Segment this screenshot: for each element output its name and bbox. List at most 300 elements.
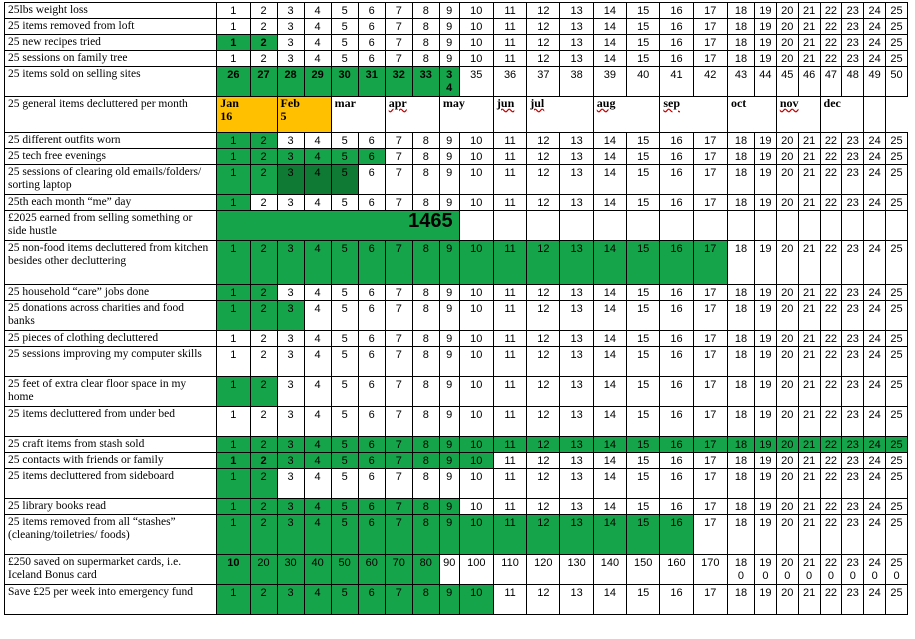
- tally-cell[interactable]: 23: [842, 35, 864, 51]
- tally-cell[interactable]: 15: [627, 133, 660, 149]
- tally-cell[interactable]: 19: [754, 149, 776, 165]
- tally-cell[interactable]: 18: [727, 331, 754, 347]
- tally-cell[interactable]: 11: [493, 3, 526, 19]
- tally-cell[interactable]: 5: [331, 241, 358, 285]
- tally-cell[interactable]: 25: [886, 347, 908, 377]
- tally-cell[interactable]: 24: [864, 453, 886, 469]
- tally-cell[interactable]: 10: [459, 407, 493, 437]
- tally-cell[interactable]: 15: [627, 347, 660, 377]
- tally-cell[interactable]: 10: [459, 469, 493, 499]
- tally-cell[interactable]: 15: [627, 51, 660, 67]
- tally-cell[interactable]: 1: [217, 377, 250, 407]
- tally-cell[interactable]: 8: [412, 585, 439, 615]
- tally-cell[interactable]: 10: [459, 285, 493, 301]
- tally-cell[interactable]: 10: [459, 165, 493, 195]
- tally-cell[interactable]: 4: [304, 195, 331, 211]
- tally-cell[interactable]: 13: [560, 585, 593, 615]
- tally-cell[interactable]: 21: [798, 377, 820, 407]
- tally-cell[interactable]: 17: [693, 331, 727, 347]
- tally-cell[interactable]: 14: [593, 499, 626, 515]
- tally-cell[interactable]: 41: [660, 67, 693, 97]
- tally-cell[interactable]: 25: [886, 19, 908, 35]
- tally-cell[interactable]: 22: [820, 301, 842, 331]
- tally-cell[interactable]: 27: [250, 67, 277, 97]
- tally-cell[interactable]: 6: [358, 51, 385, 67]
- tally-cell[interactable]: 5: [331, 347, 358, 377]
- tally-cell[interactable]: 4: [304, 469, 331, 499]
- tally-cell[interactable]: 44: [754, 67, 776, 97]
- tally-cell[interactable]: 23: [842, 499, 864, 515]
- tally-cell[interactable]: 3: [277, 347, 304, 377]
- tally-cell[interactable]: 25: [886, 301, 908, 331]
- tally-cell[interactable]: 20: [776, 453, 798, 469]
- tally-cell[interactable]: 16: [660, 165, 693, 195]
- tally-cell[interactable]: 24: [864, 515, 886, 555]
- tally-cell[interactable]: 9: [439, 19, 459, 35]
- tally-cell[interactable]: 13: [560, 437, 593, 453]
- tally-cell[interactable]: 19: [754, 499, 776, 515]
- tally-cell[interactable]: 13: [560, 499, 593, 515]
- tally-cell[interactable]: 20: [776, 377, 798, 407]
- tally-cell[interactable]: 120: [527, 555, 560, 585]
- tally-cell[interactable]: 24: [864, 241, 886, 285]
- tally-cell[interactable]: 2: [250, 301, 277, 331]
- tally-cell[interactable]: 11: [493, 407, 526, 437]
- tally-cell[interactable]: 15: [627, 3, 660, 19]
- tally-cell[interactable]: 24: [864, 195, 886, 211]
- tally-cell[interactable]: 3: [277, 149, 304, 165]
- tally-cell[interactable]: 13: [560, 51, 593, 67]
- tally-cell[interactable]: 110: [493, 555, 526, 585]
- tally-cell[interactable]: 13: [560, 195, 593, 211]
- tally-cell[interactable]: 18: [727, 3, 754, 19]
- tally-cell[interactable]: 17: [693, 407, 727, 437]
- tally-cell[interactable]: 19: [754, 301, 776, 331]
- tally-cell[interactable]: 8: [412, 331, 439, 347]
- tally-cell[interactable]: 3: [277, 515, 304, 555]
- tally-cell[interactable]: 16: [660, 19, 693, 35]
- tally-cell[interactable]: 9: [439, 331, 459, 347]
- tally-cell[interactable]: 3: [277, 301, 304, 331]
- tally-cell[interactable]: 20: [776, 133, 798, 149]
- tally-cell[interactable]: 9: [439, 133, 459, 149]
- tally-cell[interactable]: 9: [439, 407, 459, 437]
- tally-cell[interactable]: 9: [439, 301, 459, 331]
- tally-cell[interactable]: 11: [493, 165, 526, 195]
- tally-cell[interactable]: 90: [439, 555, 459, 585]
- tally-cell[interactable]: 5: [331, 469, 358, 499]
- tally-cell[interactable]: 23: [842, 241, 864, 285]
- tally-cell[interactable]: 22: [820, 195, 842, 211]
- tally-cell[interactable]: 11: [493, 149, 526, 165]
- tally-cell[interactable]: 1: [217, 149, 250, 165]
- tally-cell[interactable]: 1: [217, 331, 250, 347]
- tally-cell[interactable]: 11: [493, 19, 526, 35]
- tally-cell[interactable]: 6: [358, 285, 385, 301]
- tally-cell[interactable]: 17: [693, 133, 727, 149]
- tally-cell[interactable]: 9: [439, 515, 459, 555]
- tally-cell[interactable]: 3: [277, 453, 304, 469]
- tally-cell[interactable]: 35: [459, 67, 493, 97]
- tally-cell[interactable]: 14: [593, 453, 626, 469]
- tally-cell[interactable]: 12: [527, 347, 560, 377]
- tally-cell[interactable]: 6: [358, 377, 385, 407]
- tally-cell[interactable]: 5: [331, 195, 358, 211]
- tally-cell[interactable]: 12: [527, 51, 560, 67]
- tally-cell[interactable]: 16: [660, 499, 693, 515]
- tally-cell[interactable]: 10: [459, 437, 493, 453]
- tally-cell[interactable]: 10: [459, 453, 493, 469]
- tally-cell[interactable]: 14: [593, 469, 626, 499]
- tally-cell[interactable]: 16: [660, 301, 693, 331]
- tally-cell[interactable]: 7: [385, 149, 412, 165]
- tally-cell[interactable]: 24: [864, 133, 886, 149]
- tally-cell[interactable]: 50: [331, 555, 358, 585]
- tally-cell[interactable]: 11: [493, 453, 526, 469]
- tally-cell[interactable]: 12: [527, 453, 560, 469]
- tally-cell[interactable]: 24: [864, 499, 886, 515]
- tally-cell[interactable]: 2: [250, 241, 277, 285]
- tally-cell[interactable]: 18: [727, 469, 754, 499]
- tally-cell[interactable]: 20: [776, 585, 798, 615]
- tally-cell[interactable]: 7: [385, 437, 412, 453]
- tally-cell[interactable]: 40: [627, 67, 660, 97]
- tally-cell[interactable]: 20: [776, 241, 798, 285]
- tally-cell[interactable]: 40: [304, 555, 331, 585]
- tally-cell[interactable]: 25: [886, 149, 908, 165]
- tally-cell[interactable]: 12: [527, 515, 560, 555]
- tally-cell[interactable]: 20: [776, 347, 798, 377]
- tally-cell[interactable]: 19: [754, 469, 776, 499]
- tally-cell[interactable]: 14: [593, 377, 626, 407]
- tally-cell[interactable]: 10: [459, 149, 493, 165]
- tally-cell[interactable]: 8: [412, 285, 439, 301]
- tally-cell[interactable]: 13: [560, 347, 593, 377]
- tally-cell[interactable]: 4: [304, 301, 331, 331]
- tally-cell[interactable]: 10: [459, 35, 493, 51]
- tally-cell[interactable]: 19: [754, 515, 776, 555]
- tally-cell[interactable]: 10: [459, 347, 493, 377]
- tally-cell[interactable]: 12: [527, 285, 560, 301]
- tally-cell[interactable]: 6: [358, 407, 385, 437]
- tally-cell[interactable]: 24: [864, 407, 886, 437]
- tally-cell[interactable]: 23: [842, 149, 864, 165]
- tally-cell[interactable]: 5: [331, 285, 358, 301]
- tally-cell[interactable]: 17: [693, 453, 727, 469]
- tally-cell[interactable]: 10: [459, 51, 493, 67]
- tally-cell[interactable]: 2: [250, 515, 277, 555]
- tally-cell[interactable]: 7: [385, 35, 412, 51]
- tally-cell[interactable]: 21: [798, 149, 820, 165]
- tally-cell[interactable]: 16: [660, 469, 693, 499]
- tally-cell[interactable]: 15: [627, 285, 660, 301]
- tally-cell[interactable]: 8: [412, 51, 439, 67]
- tally-cell[interactable]: 20: [776, 195, 798, 211]
- tally-cell[interactable]: 1: [217, 19, 250, 35]
- tally-cell[interactable]: 22: [820, 285, 842, 301]
- tally-cell[interactable]: 13: [560, 3, 593, 19]
- tally-cell[interactable]: 22: [820, 515, 842, 555]
- tally-cell[interactable]: 4: [304, 285, 331, 301]
- tally-cell[interactable]: 7: [385, 3, 412, 19]
- tally-cell[interactable]: 16: [660, 241, 693, 285]
- tally-cell[interactable]: 3: [277, 469, 304, 499]
- tally-cell[interactable]: 20 0: [776, 555, 798, 585]
- tally-cell[interactable]: 13: [560, 377, 593, 407]
- tally-cell[interactable]: 1: [217, 347, 250, 377]
- tally-cell[interactable]: 2: [250, 499, 277, 515]
- tally-cell[interactable]: 25: [886, 453, 908, 469]
- tally-cell[interactable]: 23: [842, 3, 864, 19]
- tally-cell[interactable]: 20: [776, 331, 798, 347]
- tally-cell[interactable]: 36: [493, 67, 526, 97]
- tally-cell[interactable]: 14: [593, 133, 626, 149]
- tally-cell[interactable]: 20: [776, 515, 798, 555]
- tally-cell[interactable]: 24: [864, 3, 886, 19]
- tally-cell[interactable]: 10: [459, 241, 493, 285]
- tally-cell[interactable]: 3: [277, 241, 304, 285]
- tally-cell[interactable]: 23: [842, 377, 864, 407]
- tally-cell[interactable]: 3 4: [439, 67, 459, 97]
- tally-cell[interactable]: 17: [693, 19, 727, 35]
- tally-cell[interactable]: 20: [776, 149, 798, 165]
- tally-cell[interactable]: 22: [820, 499, 842, 515]
- tally-cell[interactable]: 19: [754, 285, 776, 301]
- tally-cell[interactable]: 6: [358, 499, 385, 515]
- tally-cell[interactable]: 18: [727, 195, 754, 211]
- tally-cell[interactable]: 19 0: [754, 555, 776, 585]
- tally-cell[interactable]: 13: [560, 515, 593, 555]
- tally-cell[interactable]: 22: [820, 437, 842, 453]
- tally-cell[interactable]: 130: [560, 555, 593, 585]
- tally-cell[interactable]: 22: [820, 453, 842, 469]
- tally-cell[interactable]: 4: [304, 19, 331, 35]
- tally-cell[interactable]: 9: [439, 437, 459, 453]
- tally-cell[interactable]: 4: [304, 3, 331, 19]
- tally-cell[interactable]: 2: [250, 469, 277, 499]
- tally-cell[interactable]: 9: [439, 285, 459, 301]
- tally-cell[interactable]: 19: [754, 437, 776, 453]
- tally-cell[interactable]: 2: [250, 377, 277, 407]
- tally-cell[interactable]: 23: [842, 437, 864, 453]
- tally-cell[interactable]: 12: [527, 35, 560, 51]
- tally-cell[interactable]: 19: [754, 51, 776, 67]
- tally-cell[interactable]: 6: [358, 3, 385, 19]
- tally-cell[interactable]: 19: [754, 331, 776, 347]
- tally-cell[interactable]: 17: [693, 3, 727, 19]
- tally-cell[interactable]: 13: [560, 35, 593, 51]
- tally-cell[interactable]: 23 0: [842, 555, 864, 585]
- tally-cell[interactable]: 21: [798, 499, 820, 515]
- tally-cell[interactable]: 17: [693, 195, 727, 211]
- tally-cell[interactable]: 48: [842, 67, 864, 97]
- tally-cell[interactable]: 45: [776, 67, 798, 97]
- tally-cell[interactable]: 100: [459, 555, 493, 585]
- tally-cell[interactable]: 17: [693, 165, 727, 195]
- tally-cell[interactable]: 12: [527, 301, 560, 331]
- tally-cell[interactable]: 16: [660, 347, 693, 377]
- tally-cell[interactable]: 7: [385, 515, 412, 555]
- tally-cell[interactable]: 13: [560, 19, 593, 35]
- tally-cell[interactable]: 14: [593, 165, 626, 195]
- tally-cell[interactable]: 14: [593, 35, 626, 51]
- tally-cell[interactable]: 3: [277, 437, 304, 453]
- tally-cell[interactable]: 12: [527, 469, 560, 499]
- tally-cell[interactable]: 18: [727, 347, 754, 377]
- tally-cell[interactable]: 25: [886, 377, 908, 407]
- tally-cell[interactable]: 23: [842, 51, 864, 67]
- tally-cell[interactable]: 4: [304, 165, 331, 195]
- tally-cell[interactable]: 20: [776, 301, 798, 331]
- tally-cell[interactable]: 13: [560, 453, 593, 469]
- tally-cell[interactable]: 23: [842, 195, 864, 211]
- tally-cell[interactable]: 15: [627, 469, 660, 499]
- tally-cell[interactable]: 3: [277, 331, 304, 347]
- tally-cell[interactable]: 1: [217, 515, 250, 555]
- tally-cell[interactable]: 21: [798, 165, 820, 195]
- tally-cell[interactable]: 2: [250, 3, 277, 19]
- tally-cell[interactable]: 20: [776, 499, 798, 515]
- tally-cell[interactable]: 1: [217, 407, 250, 437]
- tally-cell[interactable]: 4: [304, 241, 331, 285]
- tally-cell[interactable]: 15: [627, 515, 660, 555]
- tally-cell[interactable]: 4: [304, 331, 331, 347]
- tally-cell[interactable]: 21: [798, 585, 820, 615]
- tally-cell[interactable]: 23: [842, 469, 864, 499]
- tally-cell[interactable]: 13: [560, 285, 593, 301]
- tally-cell[interactable]: 8: [412, 19, 439, 35]
- tally-cell[interactable]: 25: [886, 35, 908, 51]
- tally-cell[interactable]: 1: [217, 3, 250, 19]
- tally-cell[interactable]: 24: [864, 165, 886, 195]
- tally-cell[interactable]: 15: [627, 19, 660, 35]
- tally-cell[interactable]: 6: [358, 515, 385, 555]
- tally-cell[interactable]: 9: [439, 585, 459, 615]
- tally-cell[interactable]: 1: [217, 51, 250, 67]
- tally-cell[interactable]: 19: [754, 35, 776, 51]
- tally-cell[interactable]: 7: [385, 377, 412, 407]
- tally-cell[interactable]: 15: [627, 35, 660, 51]
- tally-cell[interactable]: 18: [727, 499, 754, 515]
- tally-cell[interactable]: 9: [439, 149, 459, 165]
- tally-cell[interactable]: 10: [459, 195, 493, 211]
- tally-cell[interactable]: 10: [459, 301, 493, 331]
- tally-cell[interactable]: 2: [250, 407, 277, 437]
- tally-cell[interactable]: 15: [627, 195, 660, 211]
- tally-cell[interactable]: 21: [798, 301, 820, 331]
- tally-cell[interactable]: 13: [560, 165, 593, 195]
- tally-cell[interactable]: 21: [798, 469, 820, 499]
- tally-cell[interactable]: 11: [493, 377, 526, 407]
- tally-cell[interactable]: 1: [217, 35, 250, 51]
- tally-cell[interactable]: 14: [593, 407, 626, 437]
- tally-cell[interactable]: 14: [593, 285, 626, 301]
- tally-cell[interactable]: 24: [864, 469, 886, 499]
- tally-cell[interactable]: 5: [331, 165, 358, 195]
- tally-cell[interactable]: 25: [886, 437, 908, 453]
- tally-cell[interactable]: 22: [820, 241, 842, 285]
- tally-cell[interactable]: 8: [412, 469, 439, 499]
- tally-cell[interactable]: 5: [331, 453, 358, 469]
- tally-cell[interactable]: 12: [527, 149, 560, 165]
- tally-cell[interactable]: 15: [627, 149, 660, 165]
- tally-cell[interactable]: 18 0: [727, 555, 754, 585]
- tally-cell[interactable]: 7: [385, 51, 412, 67]
- tally-cell[interactable]: 70: [385, 555, 412, 585]
- tally-cell[interactable]: 5: [331, 301, 358, 331]
- tally-cell[interactable]: 22: [820, 133, 842, 149]
- tally-cell[interactable]: 7: [385, 241, 412, 285]
- tally-cell[interactable]: 23: [842, 331, 864, 347]
- tally-cell[interactable]: 4: [304, 499, 331, 515]
- tally-cell[interactable]: 12: [527, 195, 560, 211]
- tally-cell[interactable]: 14: [593, 515, 626, 555]
- tally-cell[interactable]: 2: [250, 437, 277, 453]
- tally-cell[interactable]: 16: [660, 437, 693, 453]
- tally-cell[interactable]: 1: [217, 165, 250, 195]
- tally-cell[interactable]: 22: [820, 35, 842, 51]
- tally-cell[interactable]: 1: [217, 585, 250, 615]
- tally-cell[interactable]: 20: [776, 469, 798, 499]
- tally-cell[interactable]: 1: [217, 469, 250, 499]
- tally-cell[interactable]: 16: [660, 3, 693, 19]
- tally-cell[interactable]: 23: [842, 453, 864, 469]
- tally-cell[interactable]: 13: [560, 133, 593, 149]
- tally-cell[interactable]: 5: [331, 51, 358, 67]
- tally-cell[interactable]: 4: [304, 437, 331, 453]
- tally-cell[interactable]: 14: [593, 301, 626, 331]
- tally-cell[interactable]: 12: [527, 241, 560, 285]
- tally-cell[interactable]: 22: [820, 331, 842, 347]
- tally-cell[interactable]: 25 0: [886, 555, 908, 585]
- tally-cell[interactable]: 8: [412, 515, 439, 555]
- tally-cell[interactable]: 3: [277, 19, 304, 35]
- tally-cell[interactable]: 15: [627, 331, 660, 347]
- tally-cell[interactable]: 8: [412, 377, 439, 407]
- tally-cell[interactable]: 3: [277, 499, 304, 515]
- tally-cell[interactable]: 8: [412, 165, 439, 195]
- tally-cell[interactable]: 17: [693, 347, 727, 377]
- tally-cell[interactable]: 12: [527, 3, 560, 19]
- tally-cell[interactable]: 14: [593, 347, 626, 377]
- tally-cell[interactable]: 6: [358, 149, 385, 165]
- tally-cell[interactable]: 6: [358, 241, 385, 285]
- tally-cell[interactable]: 30: [331, 67, 358, 97]
- tally-cell[interactable]: 21: [798, 437, 820, 453]
- tally-cell[interactable]: 7: [385, 165, 412, 195]
- tally-cell[interactable]: 25: [886, 241, 908, 285]
- tally-cell[interactable]: 30: [277, 555, 304, 585]
- tally-cell[interactable]: 4: [304, 347, 331, 377]
- tally-cell[interactable]: 22: [820, 585, 842, 615]
- tally-cell[interactable]: 14: [593, 241, 626, 285]
- tally-cell[interactable]: 4: [304, 133, 331, 149]
- tally-cell[interactable]: 9: [439, 453, 459, 469]
- tally-cell[interactable]: 5: [331, 407, 358, 437]
- tally-cell[interactable]: 10: [459, 515, 493, 555]
- tally-cell[interactable]: 8: [412, 3, 439, 19]
- tally-cell[interactable]: 19: [754, 195, 776, 211]
- tally-cell[interactable]: 28: [277, 67, 304, 97]
- tally-cell[interactable]: 6: [358, 133, 385, 149]
- tally-cell[interactable]: 9: [439, 35, 459, 51]
- tally-cell[interactable]: 7: [385, 469, 412, 499]
- tally-cell[interactable]: 21: [798, 241, 820, 285]
- tally-cell[interactable]: 3: [277, 133, 304, 149]
- tally-cell[interactable]: 16: [660, 377, 693, 407]
- tally-cell[interactable]: 3: [277, 285, 304, 301]
- tally-cell[interactable]: 22: [820, 3, 842, 19]
